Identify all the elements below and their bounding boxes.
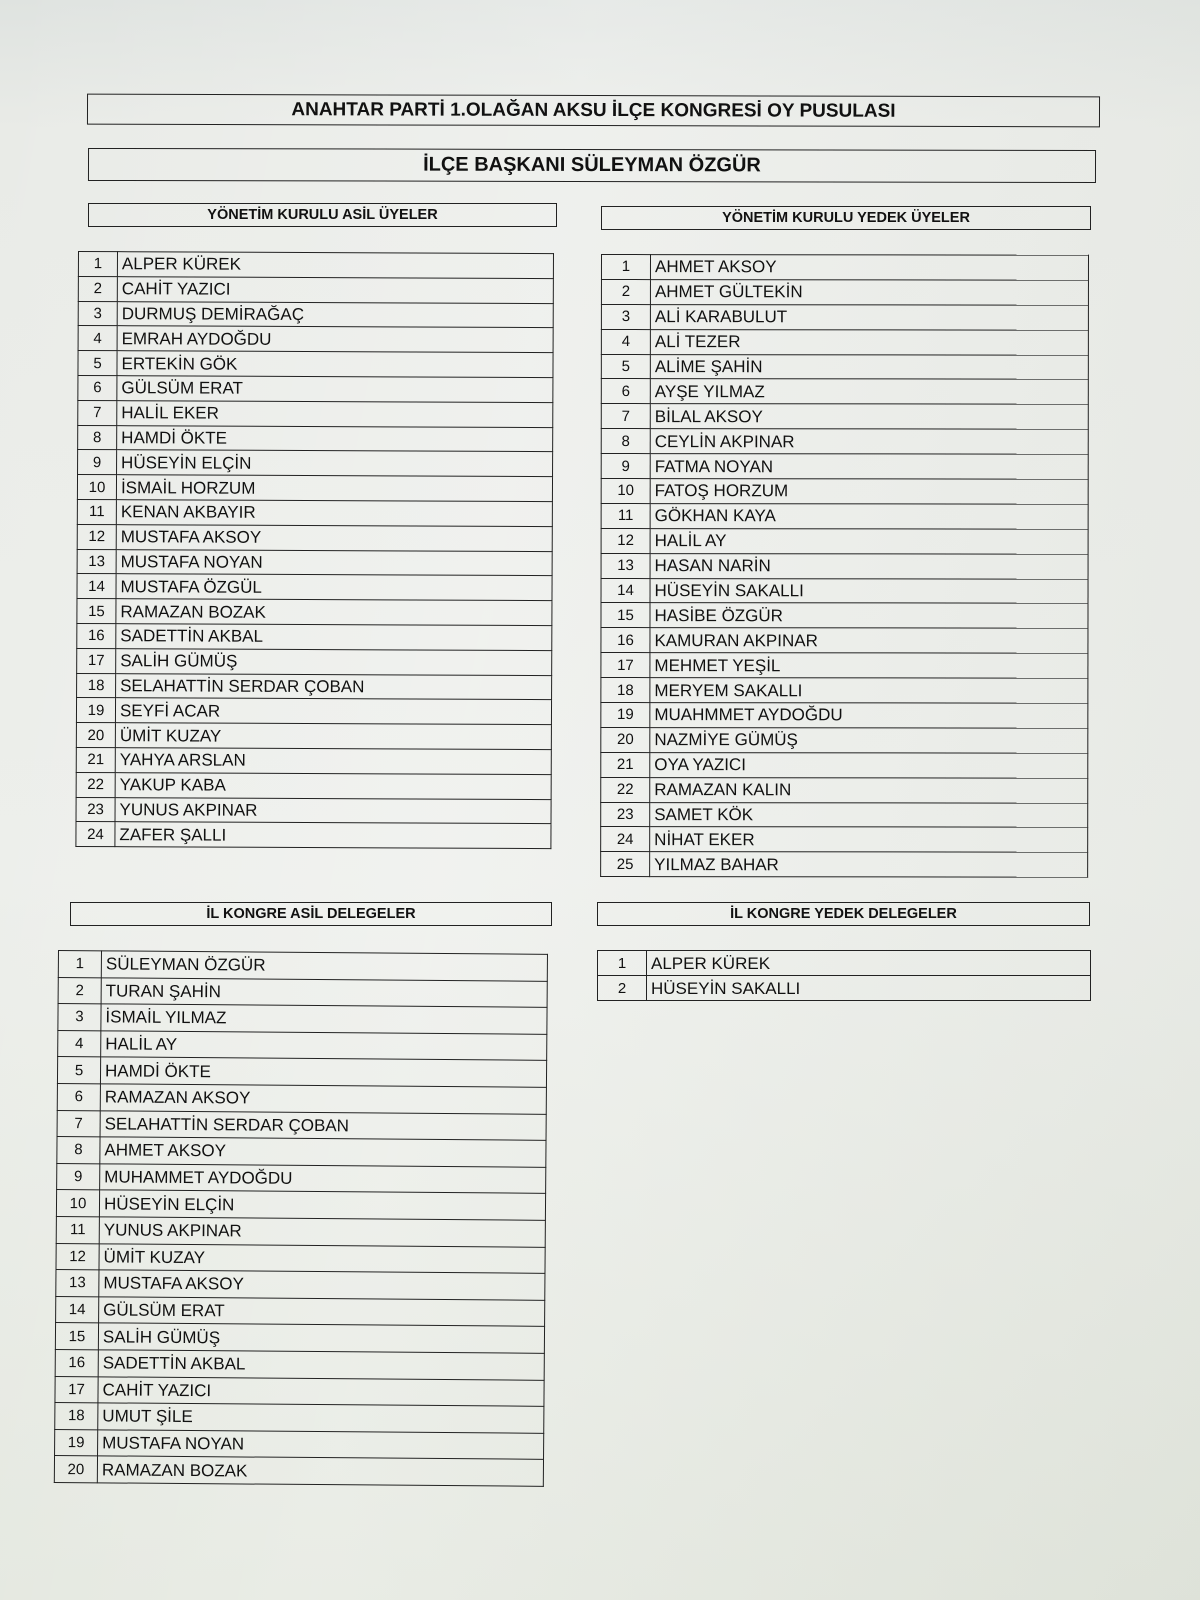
candidate-name: SELAHATTİN SERDAR ÇOBAN <box>100 1110 546 1140</box>
section-heading-board-substitute: YÖNETİM KURULU YEDEK ÜYELER <box>601 206 1091 230</box>
candidate-row <box>601 354 1088 380</box>
candidate-name: SALİH GÜMÜŞ <box>98 1323 544 1353</box>
candidate-row <box>76 772 551 799</box>
candidate-row <box>77 499 552 526</box>
section-heading-provincial-principal: İL KONGRE ASİL DELEGELER <box>70 902 552 926</box>
candidate-name: BİLAL AKSOY <box>650 404 1088 430</box>
candidate-number: 1 <box>78 252 117 277</box>
candidate-number: 13 <box>601 553 650 578</box>
candidate-name: ALİME ŞAHİN <box>650 354 1088 380</box>
candidate-row <box>601 553 1088 579</box>
candidate-name: ERTEKİN GÖK <box>117 351 553 378</box>
candidate-row <box>601 279 1088 305</box>
candidate-row <box>601 528 1088 554</box>
candidate-name: KAMURAN AKPINAR <box>650 628 1088 654</box>
candidate-row <box>78 400 553 427</box>
candidate-row <box>601 429 1088 455</box>
candidate-row <box>601 479 1088 505</box>
candidate-name: MUSTAFA NOYAN <box>116 549 552 576</box>
section-heading-provincial-substitute: İL KONGRE YEDEK DELEGELER <box>597 902 1090 926</box>
candidate-row <box>56 1216 545 1246</box>
candidate-name: RAMAZAN BOZAK <box>97 1456 543 1486</box>
candidate-row <box>54 1456 543 1486</box>
candidate-name: SADETTİN AKBAL <box>116 624 552 651</box>
candidate-row <box>57 1083 546 1113</box>
candidate-number: 21 <box>601 752 650 777</box>
candidate-row <box>598 976 1091 1001</box>
candidate-row <box>58 977 547 1007</box>
candidate-name: CAHİT YAZICI <box>117 276 553 303</box>
candidate-name: TURAN ŞAHİN <box>101 977 547 1007</box>
candidate-row <box>77 524 552 551</box>
candidate-row <box>55 1429 544 1459</box>
candidate-row <box>601 752 1088 778</box>
candidate-number: 2 <box>58 977 101 1004</box>
candidate-number: 3 <box>601 304 650 329</box>
candidate-number: 5 <box>78 351 117 376</box>
candidate-name: EMRAH AYDOĞDU <box>117 326 553 353</box>
candidate-row <box>601 329 1088 355</box>
candidate-number: 10 <box>601 479 650 504</box>
candidate-name: MUHAMMET AYDOĞDU <box>100 1164 546 1194</box>
candidate-name: AHMET AKSOY <box>650 255 1088 281</box>
candidate-number: 16 <box>77 623 116 648</box>
candidate-name: YAHYA ARSLAN <box>115 748 551 775</box>
candidate-name: YAKUP KABA <box>115 772 551 799</box>
candidate-number: 11 <box>77 499 116 524</box>
candidate-row <box>601 628 1088 654</box>
candidate-name: İSMAİL HORZUM <box>116 475 552 502</box>
candidate-number: 13 <box>77 549 116 574</box>
candidate-name: GÖKHAN KAYA <box>650 503 1088 529</box>
candidate-name: UMUT ŞİLE <box>98 1403 544 1433</box>
candidate-name: MEHMET YEŞİL <box>650 653 1088 679</box>
candidate-name: HÜSEYİN SAKALLI <box>647 976 1091 1001</box>
candidate-name: ALPER KÜREK <box>117 252 553 279</box>
candidate-number: 15 <box>55 1323 98 1350</box>
candidate-name: NAZMİYE GÜMÜŞ <box>650 727 1088 753</box>
candidate-number: 10 <box>56 1190 99 1217</box>
candidate-row <box>76 797 551 824</box>
candidate-row <box>601 653 1088 679</box>
candidate-row <box>55 1349 544 1379</box>
candidate-name: AHMET GÜLTEKİN <box>650 279 1088 305</box>
candidate-name: DURMUŞ DEMİRAĞAÇ <box>117 301 553 328</box>
candidate-name: KENAN AKBAYIR <box>116 500 552 527</box>
section-heading-board-principal: YÖNETİM KURULU ASİL ÜYELER <box>88 203 557 227</box>
candidate-row <box>601 827 1088 853</box>
candidate-number: 1 <box>598 951 647 976</box>
candidate-row <box>601 404 1088 430</box>
candidate-number: 14 <box>56 1296 99 1323</box>
candidate-row <box>56 1190 545 1220</box>
candidate-row <box>58 1004 547 1034</box>
candidate-row <box>601 727 1088 753</box>
candidate-name: HALİL EKER <box>117 400 553 427</box>
candidate-number: 11 <box>56 1216 99 1243</box>
candidate-row <box>77 599 552 626</box>
candidate-row <box>77 574 552 601</box>
candidate-number: 9 <box>601 454 650 479</box>
candidate-number: 2 <box>598 976 647 1001</box>
candidate-name: HASAN NARİN <box>650 553 1088 579</box>
candidate-row <box>601 802 1088 828</box>
candidate-number: 4 <box>78 326 117 351</box>
candidate-number: 15 <box>77 599 116 624</box>
candidate-name: YUNUS AKPINAR <box>99 1217 545 1247</box>
candidate-name: MUSTAFA NOYAN <box>98 1430 544 1460</box>
candidate-name: NİHAT EKER <box>650 827 1088 853</box>
candidate-name: SALİH GÜMÜŞ <box>116 648 552 675</box>
candidate-number: 9 <box>57 1163 100 1190</box>
candidate-number: 22 <box>76 772 115 797</box>
candidate-name: HÜSEYİN ELÇİN <box>117 450 553 477</box>
candidate-name: ÜMİT KUZAY <box>115 723 551 750</box>
candidate-name: İSMAİL YILMAZ <box>101 1004 547 1034</box>
candidate-row <box>57 1163 546 1193</box>
candidate-name: HASİBE ÖZGÜR <box>650 603 1088 629</box>
candidate-number: 4 <box>601 329 650 354</box>
candidate-name: AYŞE YILMAZ <box>650 379 1088 405</box>
candidate-number: 11 <box>601 503 650 528</box>
candidate-row <box>56 1243 545 1273</box>
candidate-name: OYA YAZICI <box>650 752 1088 778</box>
candidate-name: HÜSEYİN ELÇİN <box>99 1190 545 1220</box>
candidate-number: 7 <box>57 1110 100 1137</box>
candidate-row <box>57 1110 546 1140</box>
candidate-name: FATMA NOYAN <box>650 454 1088 480</box>
candidate-number: 1 <box>58 951 101 978</box>
candidate-name: ALPER KÜREK <box>647 951 1091 976</box>
candidate-number: 19 <box>55 1429 98 1456</box>
candidate-number: 17 <box>601 653 650 678</box>
candidate-name: GÜLSÜM ERAT <box>99 1297 545 1327</box>
candidate-name: ALİ KARABULUT <box>650 304 1088 330</box>
candidate-row <box>55 1376 544 1406</box>
candidate-row <box>601 379 1088 405</box>
candidate-name: FATOŞ HORZUM <box>650 479 1088 505</box>
candidate-name: MUSTAFA AKSOY <box>116 524 552 551</box>
candidate-name: RAMAZAN BOZAK <box>116 599 552 626</box>
candidate-row <box>55 1403 544 1433</box>
candidate-row <box>78 351 553 378</box>
candidate-number: 14 <box>77 574 116 599</box>
candidate-number: 7 <box>601 404 650 429</box>
candidate-name: SEYFİ ACAR <box>115 698 551 725</box>
candidate-number: 25 <box>601 852 650 877</box>
candidate-number: 24 <box>601 827 650 852</box>
candidate-number: 1 <box>601 255 650 280</box>
candidate-name: MUSTAFA ÖZGÜL <box>116 574 552 601</box>
candidate-name: AHMET AKSOY <box>100 1137 546 1167</box>
candidate-number: 23 <box>76 797 115 822</box>
district-president-label: İLÇE BAŞKANI SÜLEYMAN ÖZGÜR <box>88 148 1096 183</box>
candidate-row <box>601 454 1088 480</box>
candidate-name: YILMAZ BAHAR <box>650 852 1088 878</box>
candidate-number: 10 <box>77 475 116 500</box>
candidate-number: 17 <box>55 1376 98 1403</box>
candidate-name: ÜMİT KUZAY <box>99 1243 545 1273</box>
candidate-number: 20 <box>54 1456 97 1483</box>
candidate-number: 6 <box>601 379 650 404</box>
candidate-number: 8 <box>601 429 650 454</box>
candidate-name: MERYEM SAKALLI <box>650 678 1088 704</box>
candidate-row <box>76 723 551 750</box>
candidate-number: 19 <box>76 698 115 723</box>
candidate-name: SAMET KÖK <box>650 802 1088 828</box>
candidate-number: 23 <box>601 802 650 827</box>
candidate-row <box>77 475 552 502</box>
candidate-number: 12 <box>56 1243 99 1270</box>
candidate-number: 18 <box>77 673 116 698</box>
provincial-principal-list <box>54 950 548 1487</box>
candidate-number: 3 <box>58 1004 101 1031</box>
candidate-row <box>56 1296 545 1326</box>
candidate-name: YUNUS AKPINAR <box>115 797 551 824</box>
candidate-row <box>78 425 553 452</box>
candidate-name: SADETTİN AKBAL <box>98 1350 544 1380</box>
candidate-name: SELAHATTİN SERDAR ÇOBAN <box>116 673 552 700</box>
candidate-number: 18 <box>55 1403 98 1430</box>
candidate-name: CEYLİN AKPINAR <box>650 429 1088 455</box>
candidate-number: 14 <box>601 578 650 603</box>
candidate-number: 5 <box>601 354 650 379</box>
candidate-name: HALİL AY <box>101 1031 547 1061</box>
candidate-row <box>601 678 1088 704</box>
candidate-row <box>77 673 552 700</box>
candidate-number: 2 <box>78 276 117 301</box>
candidate-number: 24 <box>76 822 115 847</box>
candidate-row <box>601 603 1088 629</box>
candidate-row <box>601 852 1088 878</box>
candidate-number: 16 <box>55 1349 98 1376</box>
candidate-row <box>76 698 551 725</box>
candidate-number: 16 <box>601 628 650 653</box>
candidate-row <box>58 951 547 981</box>
candidate-row <box>601 304 1088 330</box>
candidate-row <box>78 252 553 279</box>
candidate-number: 4 <box>58 1030 101 1057</box>
candidate-name: HÜSEYİN SAKALLI <box>650 578 1088 604</box>
candidate-name: GÜLSÜM ERAT <box>117 376 553 403</box>
candidate-row <box>78 326 553 353</box>
candidate-row <box>78 375 553 402</box>
candidate-row <box>77 549 552 576</box>
candidate-number: 5 <box>57 1057 100 1084</box>
provincial-substitute-list <box>597 950 1091 1001</box>
candidate-name: ALİ TEZER <box>650 329 1088 355</box>
board-principal-list <box>75 251 554 849</box>
candidate-number: 17 <box>77 648 116 673</box>
candidate-row <box>58 1030 547 1060</box>
candidate-row <box>77 648 552 675</box>
candidate-row <box>601 703 1088 729</box>
candidate-number: 9 <box>78 450 117 475</box>
candidate-row <box>598 951 1091 976</box>
candidate-name: HAMDİ ÖKTE <box>100 1057 546 1087</box>
candidate-number: 8 <box>78 425 117 450</box>
candidate-row <box>78 301 553 328</box>
candidate-number: 6 <box>57 1083 100 1110</box>
candidate-number: 15 <box>601 603 650 628</box>
candidate-row <box>78 450 553 477</box>
candidate-number: 20 <box>76 723 115 748</box>
candidate-row <box>601 503 1088 529</box>
candidate-row <box>55 1323 544 1353</box>
candidate-name: CAHİT YAZICI <box>98 1376 544 1406</box>
candidate-number: 8 <box>57 1137 100 1164</box>
candidate-name: RAMAZAN KALIN <box>650 777 1088 803</box>
candidate-number: 20 <box>601 727 650 752</box>
candidate-row <box>601 255 1088 281</box>
candidate-number: 18 <box>601 678 650 703</box>
candidate-number: 21 <box>76 747 115 772</box>
candidate-name: HALİL AY <box>650 528 1088 554</box>
candidate-row <box>57 1137 546 1167</box>
candidate-number: 3 <box>78 301 117 326</box>
candidate-number: 19 <box>601 703 650 728</box>
candidate-row <box>56 1270 545 1300</box>
candidate-row <box>77 623 552 650</box>
ballot-title: ANAHTAR PARTİ 1.OLAĞAN AKSU İLÇE KONGRESİ OY PUSULASI <box>87 94 1100 128</box>
candidate-name: HAMDİ ÖKTE <box>117 425 553 452</box>
candidate-row <box>78 276 553 303</box>
candidate-name: RAMAZAN AKSOY <box>100 1084 546 1114</box>
candidate-number: 2 <box>601 279 650 304</box>
candidate-number: 22 <box>601 777 650 802</box>
candidate-number: 12 <box>77 524 116 549</box>
candidate-row <box>76 822 551 849</box>
candidate-row <box>601 777 1088 803</box>
board-substitute-list <box>600 254 1089 878</box>
candidate-number: 6 <box>78 375 117 400</box>
candidate-row <box>57 1057 546 1087</box>
candidate-name: SÜLEYMAN ÖZGÜR <box>101 951 547 981</box>
candidate-row <box>76 747 551 774</box>
candidate-number: 13 <box>56 1270 99 1297</box>
candidate-number: 7 <box>78 400 117 425</box>
candidate-name: MUAHMMET AYDOĞDU <box>650 703 1088 729</box>
candidate-name: ZAFER ŞALLI <box>115 822 551 849</box>
candidate-row <box>601 578 1088 604</box>
candidate-number: 12 <box>601 528 650 553</box>
candidate-name: MUSTAFA AKSOY <box>99 1270 545 1300</box>
